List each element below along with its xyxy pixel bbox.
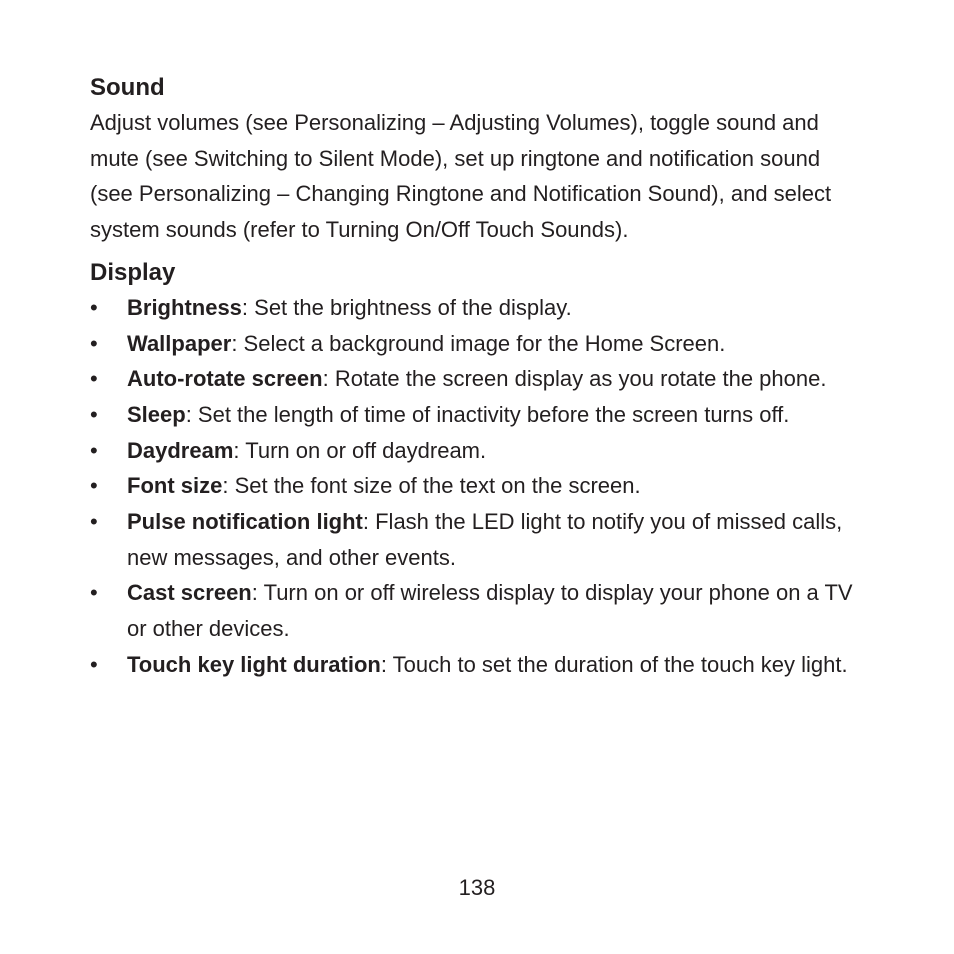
- item-description: : Turn on or off wireless display to display your phone on a TV or other devices.: [127, 580, 853, 642]
- bullet-glyph: •: [90, 509, 98, 535]
- item-description: : Set the length of time of inactivity before the screen turns off.: [185, 401, 790, 427]
- list-item: [90, 290, 865, 326]
- item-term: Touch key light duration: [127, 651, 381, 677]
- list-item: [90, 468, 865, 504]
- item-term: Wallpaper: [127, 330, 232, 356]
- bullet-glyph: •: [90, 330, 98, 356]
- list-item: [90, 575, 865, 646]
- item-description: : Turn on or off daydream.: [233, 437, 487, 463]
- item-description: : Set the font size of the text on the screen.: [222, 473, 641, 499]
- item-term: Font size: [127, 473, 223, 499]
- bullet-glyph: •: [90, 294, 98, 320]
- item-description: : Select a background image for the Home Screen.: [231, 330, 726, 356]
- item-term: Brightness: [127, 294, 242, 320]
- item-description: : Flash the LED light to notify you of missed calls, new messages, and other events.: [127, 509, 843, 570]
- list-item: [90, 361, 865, 397]
- list-item: [90, 397, 865, 433]
- item-term: Sleep: [127, 401, 186, 427]
- page-number: 138: [458, 875, 496, 900]
- list-item: [90, 326, 865, 362]
- bullet-glyph: •: [90, 473, 98, 499]
- bullet-glyph: •: [90, 401, 98, 427]
- list-item: [90, 647, 865, 683]
- item-description: : Set the brightness of the display.: [241, 294, 572, 320]
- sound-heading: Sound: [90, 74, 165, 101]
- bullet-glyph: •: [90, 366, 98, 392]
- page-content: [90, 71, 865, 683]
- item-term: Auto-rotate screen: [127, 366, 323, 392]
- item-term: Daydream: [127, 437, 234, 463]
- bullet-glyph: •: [90, 437, 98, 463]
- bullet-glyph: •: [90, 651, 98, 677]
- sound-description: Adjust volumes (see Personalizing – Adjusting Volumes), toggle sound and mute (see Switching to Silent Mode), set up ringtone and notification sound (see Personalizing – Changing Ringtone and Notification Sound), and select system sounds (refer to Turning On/Off Touch Sounds).: [90, 110, 832, 243]
- item-description: : Rotate the screen display as you rotate the phone.: [322, 366, 827, 392]
- bullet-glyph: •: [90, 580, 98, 606]
- display-settings-list: [90, 290, 865, 683]
- list-item: [90, 433, 865, 469]
- list-item: [90, 504, 865, 575]
- display-heading: Display: [90, 258, 176, 286]
- item-term: Pulse notification light: [127, 509, 363, 535]
- item-term: Cast screen: [127, 580, 252, 606]
- item-description: : Touch to set the duration of the touch key light.: [380, 651, 848, 677]
